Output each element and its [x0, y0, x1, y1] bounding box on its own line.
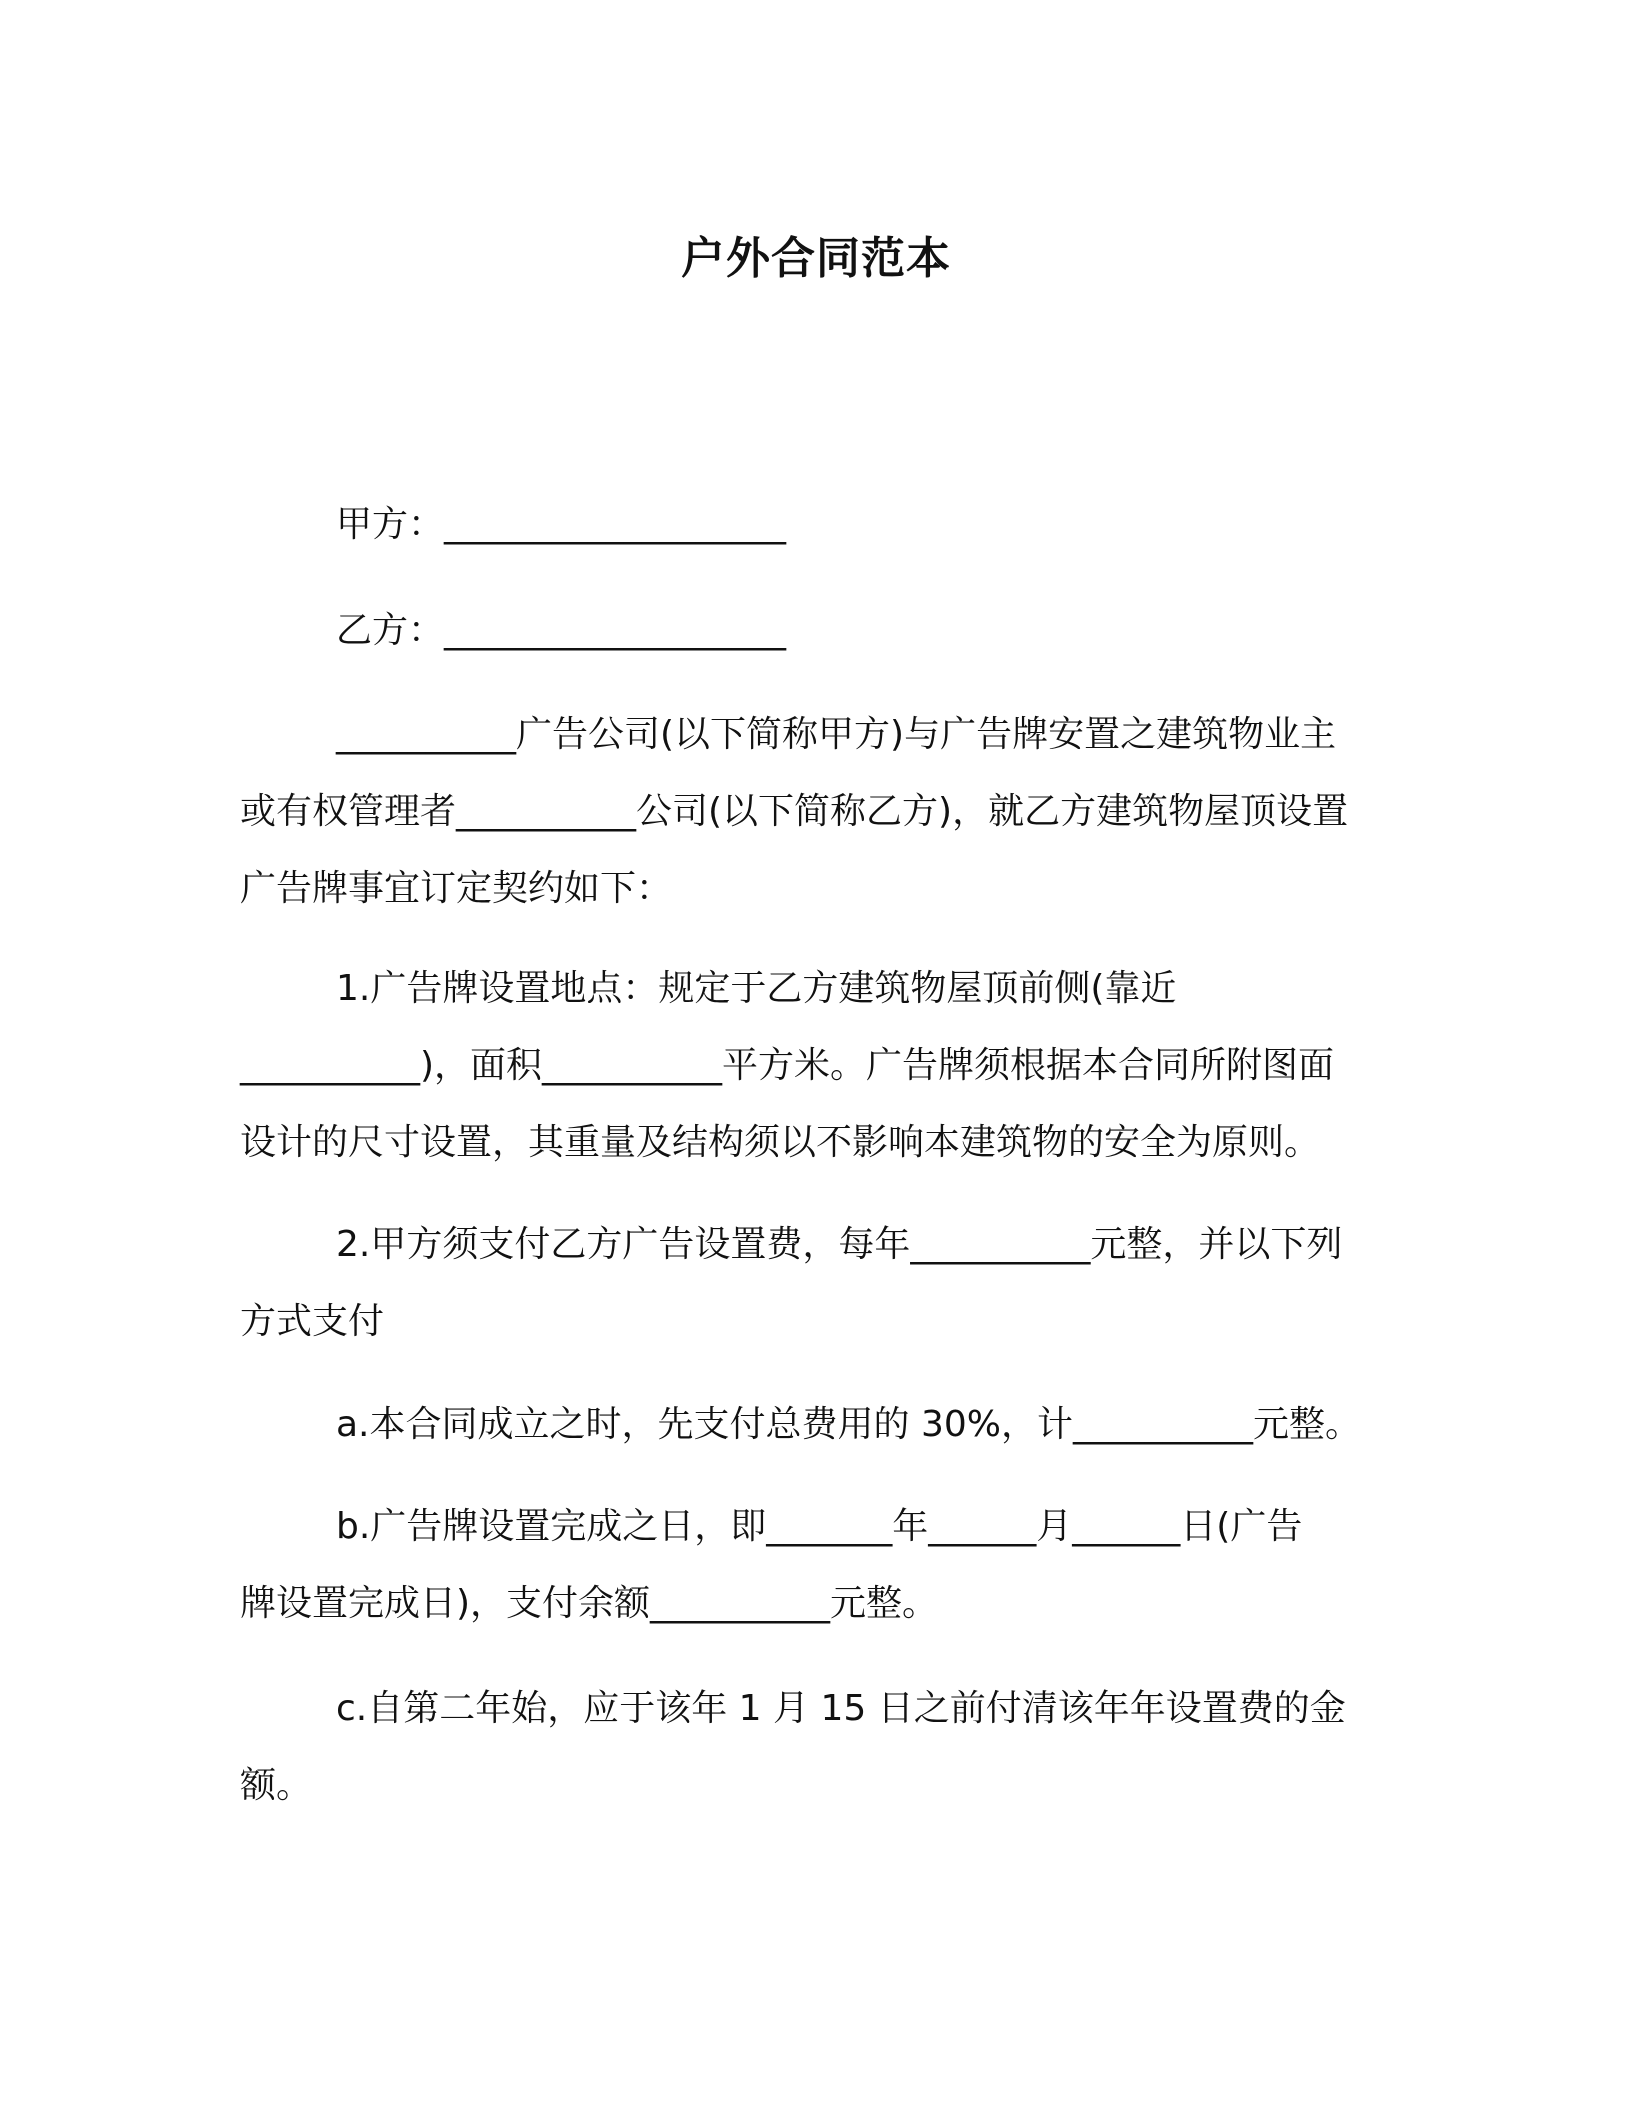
intro-line-1: __________广告公司(以下简称甲方)与广告牌安置之建筑物业主	[336, 714, 1337, 755]
clause-1-line-3: 设计的尺寸设置，其重量及结构须以不影响本建筑物的安全为原则。	[240, 1122, 1321, 1163]
clause-2-line-2: 方式支付	[240, 1301, 385, 1342]
clause-2a-line: a.本合同成立之时，先支付总费用的 30%，计__________元整。	[336, 1404, 1361, 1445]
clause-1-line-2: __________)，面积__________平方米。广告牌须根据本合同所附图面	[240, 1045, 1335, 1086]
party-a-line: 甲方：___________________	[336, 504, 787, 545]
clause-2c-line-1: c.自第二年始，应于该年 1 月 15 日之前付清该年年设置费的金	[336, 1688, 1346, 1729]
intro-line-3: 广告牌事宜订定契约如下：	[240, 868, 673, 909]
clause-2-line-1: 2.甲方须支付乙方广告设置费，每年__________元整，并以下列	[336, 1224, 1343, 1265]
clause-1-line-1: 1.广告牌设置地点：规定于乙方建筑物屋顶前侧(靠近	[336, 968, 1177, 1009]
clause-2b-line-2: 牌设置完成日)，支付余额__________元整。	[240, 1583, 939, 1624]
party-b-line: 乙方：___________________	[336, 610, 787, 651]
intro-line-2: 或有权管理者__________公司(以下简称乙方)，就乙方建筑物屋顶设置	[240, 791, 1349, 832]
clause-2c-line-2: 额。	[240, 1765, 313, 1806]
document-title: 户外合同范本	[681, 233, 951, 284]
clause-2b-line-1: b.广告牌设置完成之日，即_______年______月______日(广告	[336, 1506, 1303, 1547]
